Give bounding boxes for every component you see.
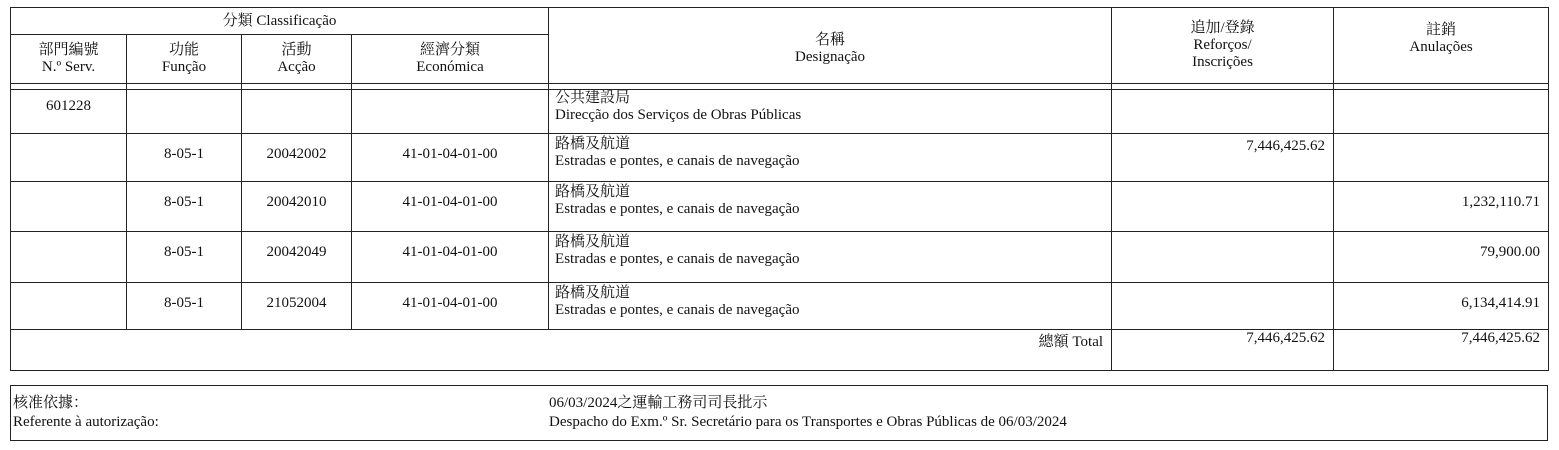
- economic-cell: 41-01-04-01-00: [352, 232, 549, 283]
- annulment-cell: 79,900.00: [1334, 232, 1549, 283]
- function-cell: 8-05-1: [127, 182, 242, 232]
- table-row: [11, 134, 1549, 182]
- action-header: [242, 35, 352, 84]
- total-reinforcements: 7,446,425.62: [1112, 330, 1334, 371]
- authorization-label-zh: 核准依據：: [13, 395, 89, 411]
- function-cell: 8-05-1: [127, 283, 242, 330]
- authorization-text-pt: Despacho do Exm.º Sr. Secretário para os Transportes e Obras Públicas de 06/03/2024: [549, 414, 1067, 430]
- reinforcements-header-pt2: Inscrições: [1192, 54, 1253, 70]
- authorization-box: [10, 385, 1548, 441]
- authorization-text: [549, 394, 1067, 432]
- dept-header: [11, 35, 127, 84]
- reinforcements-header-pt1: Reforços/: [1193, 37, 1252, 53]
- authorization-text-zh: 06/03/2024之運輸工務司司長批示: [549, 395, 768, 411]
- action-header-zh: 活動: [281, 42, 312, 58]
- annulment-cell: [1334, 134, 1549, 182]
- reinforcement-cell: [1112, 182, 1334, 232]
- header-row-1: [11, 8, 1549, 35]
- reinforcements-header: [1112, 8, 1334, 84]
- designation-pt: Estradas e pontes, e canais de navegação: [555, 302, 800, 318]
- annulments-header-pt: Anulações: [1409, 38, 1473, 55]
- department-name-zh: 公共建設局: [555, 90, 631, 106]
- designation-cell: [549, 232, 1112, 283]
- budget-table: [10, 7, 1549, 371]
- department-name-pt: Direcção dos Serviços de Obras Públicas: [555, 107, 802, 123]
- function-header: [127, 35, 242, 84]
- annulments-header-zh: 註銷: [1426, 21, 1457, 38]
- function-header-pt: Função: [161, 59, 207, 75]
- designation-cell: [549, 134, 1112, 182]
- economic-header-pt: Económica: [416, 59, 484, 75]
- total-row: [11, 330, 1549, 371]
- designation-header-pt: Designação: [795, 48, 866, 65]
- designation-zh: 路橋及航道: [555, 184, 631, 200]
- function-cell: 8-05-1: [127, 232, 242, 283]
- department-row: [11, 90, 1549, 134]
- designation-zh: 路橋及航道: [555, 234, 631, 250]
- economic-cell: 41-01-04-01-00: [352, 134, 549, 182]
- designation-header-zh: 名稱: [815, 31, 846, 48]
- action-cell: 20042002: [242, 134, 352, 182]
- table-row: [11, 182, 1549, 232]
- action-cell: 21052004: [242, 283, 352, 330]
- designation-cell: [549, 283, 1112, 330]
- designation-zh: 路橋及航道: [555, 285, 631, 301]
- reinforcements-header-zh: 追加/登錄: [1190, 20, 1255, 36]
- classification-header: [11, 8, 549, 35]
- action-cell: 20042049: [242, 232, 352, 283]
- department-code: 601228: [11, 90, 127, 134]
- table-row: [11, 232, 1549, 283]
- function-cell: 8-05-1: [127, 134, 242, 182]
- designation-header: [549, 8, 1112, 84]
- total-label: 總額 Total: [11, 330, 1112, 371]
- budget-sheet: [10, 7, 1548, 443]
- reinforcement-cell: 7,446,425.62: [1112, 134, 1334, 182]
- economic-cell: 41-01-04-01-00: [352, 283, 549, 330]
- economic-header-zh: 經濟分類: [420, 42, 481, 58]
- designation-cell: [549, 182, 1112, 232]
- designation-pt: Estradas e pontes, e canais de navegação: [555, 153, 800, 169]
- action-cell: 20042010: [242, 182, 352, 232]
- action-header-pt: Acção: [277, 59, 316, 75]
- authorization-label: [13, 394, 159, 432]
- table-row: [11, 283, 1549, 330]
- designation-pt: Estradas e pontes, e canais de navegação: [555, 251, 800, 267]
- reinforcement-cell: [1112, 283, 1334, 330]
- dept-header-zh: 部門編號: [38, 42, 99, 58]
- economic-header: [352, 35, 549, 84]
- dept-header-pt: N.º Serv.: [41, 59, 96, 75]
- annulments-header: [1334, 8, 1549, 84]
- annulment-cell: 1,232,110.71: [1334, 182, 1549, 232]
- authorization-label-pt: Referente à autorização:: [13, 414, 159, 430]
- function-header-zh: 功能: [168, 42, 199, 58]
- economic-cell: 41-01-04-01-00: [352, 182, 549, 232]
- designation-zh: 路橋及航道: [555, 136, 631, 152]
- designation-pt: Estradas e pontes, e canais de navegação: [555, 201, 800, 217]
- reinforcement-cell: [1112, 232, 1334, 283]
- department-name-cell: [549, 90, 1112, 134]
- annulment-cell: 6,134,414.91: [1334, 283, 1549, 330]
- classification-label: 分類 Classificação: [222, 12, 337, 29]
- total-annulments: 7,446,425.62: [1334, 330, 1549, 371]
